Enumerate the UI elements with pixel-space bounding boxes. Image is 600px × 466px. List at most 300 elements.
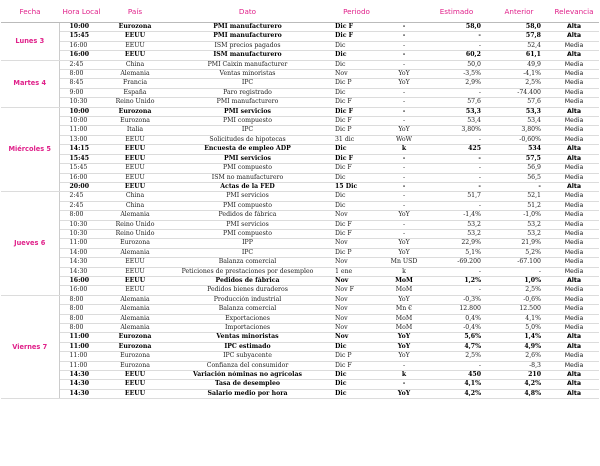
row-dato: Peticiones de prestaciones por desempleo (166, 267, 329, 276)
table-row (1, 305, 599, 314)
header-unidad (384, 0, 424, 23)
row-pais: EEUU (104, 389, 166, 398)
row-pais: EEUU (104, 154, 166, 163)
day-label: Martes 4 (1, 60, 59, 107)
row-periodo: Dic (329, 201, 384, 210)
table-row (1, 267, 599, 276)
row-pais: Eurozona (104, 361, 166, 370)
row-hora: 8:45 (59, 79, 104, 88)
row-dato: ISM manufacturero (166, 51, 329, 60)
row-estimado: -0,3% (424, 295, 489, 304)
table-row (1, 380, 599, 389)
row-periodo: Nov (329, 324, 384, 333)
header-fecha: Fecha (1, 0, 59, 23)
row-hora: 20:00 (59, 182, 104, 191)
row-pais: EEUU (104, 276, 166, 285)
row-unidad: - (384, 164, 424, 173)
row-unidad: Mn € (384, 305, 424, 314)
row-estimado: 53,2 (424, 220, 489, 229)
row-periodo: Dic (329, 51, 384, 60)
row-estimado: - (424, 32, 489, 41)
row-dato: Pedidos de fábrica (166, 211, 329, 220)
row-hora: 14:30 (59, 380, 104, 389)
row-pais: EEUU (104, 145, 166, 154)
row-estimado: - (424, 164, 489, 173)
row-hora: 11:00 (59, 361, 104, 370)
row-unidad: - (384, 60, 424, 69)
row-dato: Encuesta de empleo ADP (166, 145, 329, 154)
row-pais: Reino Unido (104, 220, 166, 229)
row-relevancia: Media (549, 201, 599, 210)
row-unidad: - (384, 201, 424, 210)
row-periodo: Dic (329, 145, 384, 154)
row-estimado: 0,4% (424, 314, 489, 323)
row-pais: Reino Unido (104, 98, 166, 107)
row-pais: Eurozona (104, 333, 166, 342)
row-periodo: Dic P (329, 352, 384, 361)
row-periodo: Dic (329, 342, 384, 351)
row-anterior: 210 (489, 371, 549, 380)
row-anterior: 1,4% (489, 333, 549, 342)
row-relevancia: Media (549, 98, 599, 107)
row-anterior: 1,0% (489, 276, 549, 285)
row-relevancia: Alta (549, 107, 599, 116)
table-row (1, 295, 599, 304)
row-periodo: Dic F (329, 32, 384, 41)
row-unidad: YoY (384, 342, 424, 351)
row-pais: Reino Unido (104, 229, 166, 238)
row-unidad: - (384, 154, 424, 163)
row-unidad: YoY (384, 211, 424, 220)
row-dato: PMI servicios (166, 107, 329, 116)
row-hora: 10:30 (59, 98, 104, 107)
row-hora: 8:00 (59, 324, 104, 333)
row-relevancia: Media (549, 173, 599, 182)
row-relevancia: Media (549, 220, 599, 229)
row-periodo: Dic F (329, 117, 384, 126)
row-periodo: Dic (329, 192, 384, 201)
table-row (1, 324, 599, 333)
row-hora: 11:00 (59, 333, 104, 342)
row-unidad: - (384, 51, 424, 60)
row-estimado: - (424, 286, 489, 295)
row-hora: 8:00 (59, 305, 104, 314)
row-periodo: Nov (329, 333, 384, 342)
row-pais: EEUU (104, 267, 166, 276)
row-anterior: 57,5 (489, 154, 549, 163)
row-estimado: 5,6% (424, 333, 489, 342)
row-hora: 15:45 (59, 164, 104, 173)
row-relevancia: Media (549, 305, 599, 314)
row-anterior: 2,5% (489, 286, 549, 295)
row-dato: PMI compuesto (166, 201, 329, 210)
row-periodo: 1 ene (329, 267, 384, 276)
row-unidad: MoM (384, 314, 424, 323)
row-pais: EEUU (104, 182, 166, 191)
row-unidad: - (384, 117, 424, 126)
table-row (1, 286, 599, 295)
row-estimado: 51,7 (424, 192, 489, 201)
row-periodo: 31 dic (329, 135, 384, 144)
row-hora: 14:15 (59, 145, 104, 154)
table-row (1, 23, 599, 32)
row-periodo: Dic (329, 41, 384, 50)
row-unidad: YoY (384, 248, 424, 257)
row-hora: 2:45 (59, 192, 104, 201)
row-estimado: 1,2% (424, 276, 489, 285)
table-row (1, 389, 599, 398)
row-unidad: YoY (384, 333, 424, 342)
row-periodo: Nov (329, 314, 384, 323)
row-dato: Paro registrado (166, 88, 329, 97)
row-anterior: 4,8% (489, 389, 549, 398)
row-dato: IPC (166, 248, 329, 257)
header-estimado: Estimado (424, 0, 489, 23)
row-unidad: YoY (384, 352, 424, 361)
row-periodo: Nov (329, 211, 384, 220)
header-hora-local: Hora Local (59, 0, 104, 23)
row-periodo: Nov (329, 70, 384, 79)
row-periodo: Dic (329, 380, 384, 389)
row-unidad: - (384, 88, 424, 97)
row-estimado: 450 (424, 371, 489, 380)
row-pais: EEUU (104, 164, 166, 173)
row-hora: 8:00 (59, 211, 104, 220)
row-unidad: YoY (384, 70, 424, 79)
table-row (1, 173, 599, 182)
row-anterior: 4,2% (489, 380, 549, 389)
row-anterior: 3,80% (489, 126, 549, 135)
row-dato: Solicitudes de hipotecas (166, 135, 329, 144)
row-estimado: -69.200 (424, 258, 489, 267)
row-relevancia: Media (549, 79, 599, 88)
row-hora: 8:00 (59, 70, 104, 79)
row-dato: PMI manufacturero (166, 98, 329, 107)
row-relevancia: Media (549, 126, 599, 135)
row-estimado: 22,9% (424, 239, 489, 248)
row-estimado: 50,0 (424, 60, 489, 69)
row-periodo: Nov (329, 305, 384, 314)
row-estimado: -3,5% (424, 70, 489, 79)
row-anterior: 56,9 (489, 164, 549, 173)
row-estimado: - (424, 135, 489, 144)
row-periodo: Dic F (329, 98, 384, 107)
row-estimado: 4,1% (424, 380, 489, 389)
row-anterior: 2,6% (489, 352, 549, 361)
row-relevancia: Alta (549, 342, 599, 351)
row-estimado: - (424, 201, 489, 210)
row-pais: EEUU (104, 173, 166, 182)
row-relevancia: Alta (549, 333, 599, 342)
row-anterior: 21,9% (489, 239, 549, 248)
table-row (1, 220, 599, 229)
row-estimado: 53,3 (424, 107, 489, 116)
row-relevancia: Media (549, 314, 599, 323)
row-unidad: MoM (384, 276, 424, 285)
table-row (1, 333, 599, 342)
row-relevancia: Media (549, 135, 599, 144)
row-hora: 16:00 (59, 51, 104, 60)
row-unidad: YoY (384, 239, 424, 248)
row-anterior: -0,6% (489, 295, 549, 304)
row-relevancia: Alta (549, 154, 599, 163)
row-unidad: YoY (384, 79, 424, 88)
row-periodo: Dic F (329, 361, 384, 370)
row-estimado: 3,80% (424, 126, 489, 135)
row-periodo: Dic (329, 371, 384, 380)
row-hora: 10:00 (59, 107, 104, 116)
row-dato: PMI compuesto (166, 229, 329, 238)
row-dato: PMI servicios (166, 192, 329, 201)
row-estimado: -0,4% (424, 324, 489, 333)
row-relevancia: Media (549, 60, 599, 69)
table-row (1, 164, 599, 173)
row-pais: China (104, 201, 166, 210)
row-relevancia: Media (549, 258, 599, 267)
row-hora: 16:00 (59, 173, 104, 182)
row-periodo: Nov (329, 239, 384, 248)
row-periodo: Dic (329, 389, 384, 398)
row-anterior: -0,60% (489, 135, 549, 144)
table-row (1, 126, 599, 135)
row-pais: Italia (104, 126, 166, 135)
row-periodo: Nov (329, 295, 384, 304)
row-hora: 14:30 (59, 371, 104, 380)
row-unidad: - (384, 23, 424, 32)
row-relevancia: Alta (549, 371, 599, 380)
row-pais: España (104, 88, 166, 97)
row-dato: Balanza comercial (166, 305, 329, 314)
row-anterior: 53,2 (489, 220, 549, 229)
calendar-table (1, 0, 599, 399)
row-unidad: - (384, 361, 424, 370)
row-anterior: - (489, 182, 549, 191)
row-pais: Eurozona (104, 107, 166, 116)
row-anterior: 12.500 (489, 305, 549, 314)
day-label: Jueves 6 (1, 192, 59, 295)
row-hora: 8:00 (59, 295, 104, 304)
row-dato: Salario medio por hora (166, 389, 329, 398)
row-unidad: - (384, 380, 424, 389)
row-relevancia: Alta (549, 51, 599, 60)
row-hora: 11:00 (59, 239, 104, 248)
table-row (1, 258, 599, 267)
row-periodo: Nov (329, 258, 384, 267)
row-hora: 9:00 (59, 88, 104, 97)
row-estimado: 60,2 (424, 51, 489, 60)
header-dato: Dato (166, 0, 329, 23)
row-relevancia: Media (549, 192, 599, 201)
table-row (1, 51, 599, 60)
row-hora: 8:00 (59, 314, 104, 323)
row-dato: Tasa de desempleo (166, 380, 329, 389)
row-estimado: 2,9% (424, 79, 489, 88)
row-dato: Importaciones (166, 324, 329, 333)
row-periodo: Nov (329, 276, 384, 285)
row-relevancia: Media (549, 41, 599, 50)
row-anterior: -74.400 (489, 88, 549, 97)
row-unidad: WoW (384, 135, 424, 144)
table-row (1, 342, 599, 351)
row-anterior: 5,2% (489, 248, 549, 257)
row-anterior: 53,3 (489, 107, 549, 116)
table-row (1, 88, 599, 97)
row-pais: Francia (104, 79, 166, 88)
row-relevancia: Media (549, 361, 599, 370)
row-periodo: Dic P (329, 79, 384, 88)
table-row (1, 276, 599, 285)
row-hora: 14:30 (59, 258, 104, 267)
row-anterior: 2,5% (489, 79, 549, 88)
row-hora: 15:45 (59, 32, 104, 41)
row-unidad: - (384, 98, 424, 107)
table-row (1, 248, 599, 257)
row-estimado: 5,1% (424, 248, 489, 257)
row-anterior: 56,5 (489, 173, 549, 182)
row-pais: Alemania (104, 324, 166, 333)
row-anterior: 57,6 (489, 98, 549, 107)
row-hora: 16:00 (59, 41, 104, 50)
row-anterior: 4,1% (489, 314, 549, 323)
row-anterior: 58,0 (489, 23, 549, 32)
row-estimado: 57,6 (424, 98, 489, 107)
row-pais: EEUU (104, 286, 166, 295)
table-row (1, 239, 599, 248)
row-anterior: 49,9 (489, 60, 549, 69)
row-relevancia: Media (549, 70, 599, 79)
row-unidad: - (384, 32, 424, 41)
row-relevancia: Alta (549, 145, 599, 154)
row-anterior: -67.100 (489, 258, 549, 267)
row-estimado: - (424, 267, 489, 276)
row-hora: 2:45 (59, 201, 104, 210)
table-row (1, 314, 599, 323)
row-pais: EEUU (104, 371, 166, 380)
row-hora: 10:30 (59, 220, 104, 229)
row-relevancia: Media (549, 267, 599, 276)
row-periodo: Dic P (329, 248, 384, 257)
row-unidad: - (384, 229, 424, 238)
row-dato: IPC (166, 79, 329, 88)
row-hora: 16:00 (59, 276, 104, 285)
row-anterior: -8,3 (489, 361, 549, 370)
row-estimado: 53,4 (424, 117, 489, 126)
row-pais: EEUU (104, 135, 166, 144)
row-unidad: MoM (384, 286, 424, 295)
row-hora: 14:30 (59, 389, 104, 398)
row-anterior: 52,1 (489, 192, 549, 201)
row-dato: IPC (166, 126, 329, 135)
row-anterior: 61,1 (489, 51, 549, 60)
row-dato: PMI manufacturero (166, 23, 329, 32)
row-dato: Pedidos bienes duraderos (166, 286, 329, 295)
row-hora: 2:45 (59, 60, 104, 69)
header-anterior: Anterior (489, 0, 549, 23)
row-periodo: Dic (329, 173, 384, 182)
row-dato: IPC estimado (166, 342, 329, 351)
table-row (1, 98, 599, 107)
row-dato: Producción industrial (166, 295, 329, 304)
header-relevancia: Relevancia (549, 0, 599, 23)
row-pais: Alemania (104, 314, 166, 323)
row-dato: Actas de la FED (166, 182, 329, 191)
row-estimado: - (424, 41, 489, 50)
row-anterior: - (489, 267, 549, 276)
row-dato: Confianza del consumidor (166, 361, 329, 370)
row-relevancia: Media (549, 239, 599, 248)
row-anterior: 52,4 (489, 41, 549, 50)
row-pais: Alemania (104, 211, 166, 220)
row-relevancia: Media (549, 286, 599, 295)
row-periodo: Dic (329, 60, 384, 69)
row-dato: PMI compuesto (166, 117, 329, 126)
row-periodo: 15 Dic (329, 182, 384, 191)
row-estimado: - (424, 361, 489, 370)
row-relevancia: Media (549, 88, 599, 97)
row-dato: PMI manufacturero (166, 32, 329, 41)
row-unidad: k (384, 371, 424, 380)
row-unidad: - (384, 173, 424, 182)
row-pais: Eurozona (104, 239, 166, 248)
row-unidad: - (384, 192, 424, 201)
table-row (1, 79, 599, 88)
table-row (1, 32, 599, 41)
row-estimado: - (424, 173, 489, 182)
row-pais: EEUU (104, 41, 166, 50)
header-pais: País (104, 0, 166, 23)
row-relevancia: Alta (549, 23, 599, 32)
row-dato: IPC subyacente (166, 352, 329, 361)
row-anterior: 53,2 (489, 229, 549, 238)
row-relevancia: Media (549, 352, 599, 361)
row-dato: Exportaciones (166, 314, 329, 323)
row-estimado: 53,2 (424, 229, 489, 238)
table-row (1, 371, 599, 380)
row-pais: EEUU (104, 51, 166, 60)
row-hora: 10:00 (59, 117, 104, 126)
row-periodo: Dic F (329, 220, 384, 229)
row-estimado: 2,5% (424, 352, 489, 361)
row-anterior: 51,2 (489, 201, 549, 210)
row-periodo: Dic F (329, 229, 384, 238)
row-estimado: 12.800 (424, 305, 489, 314)
row-dato: PMI compuesto (166, 164, 329, 173)
table-row (1, 201, 599, 210)
row-dato: PMI Caixin manufacturer (166, 60, 329, 69)
row-pais: Alemania (104, 295, 166, 304)
row-periodo: Nov F (329, 286, 384, 295)
row-pais: Eurozona (104, 352, 166, 361)
row-hora: 10:00 (59, 23, 104, 32)
day-label: Viernes 7 (1, 295, 59, 398)
row-anterior: 5,0% (489, 324, 549, 333)
row-unidad: YoY (384, 295, 424, 304)
row-pais: EEUU (104, 258, 166, 267)
table-row (1, 192, 599, 201)
row-unidad: - (384, 220, 424, 229)
row-pais: Eurozona (104, 23, 166, 32)
row-relevancia: Alta (549, 182, 599, 191)
row-estimado: - (424, 88, 489, 97)
row-relevancia: Media (549, 295, 599, 304)
row-pais: EEUU (104, 32, 166, 41)
row-relevancia: Media (549, 248, 599, 257)
table-row (1, 361, 599, 370)
row-relevancia: Media (549, 229, 599, 238)
table-row (1, 135, 599, 144)
row-estimado: 4,2% (424, 389, 489, 398)
row-pais: Eurozona (104, 342, 166, 351)
